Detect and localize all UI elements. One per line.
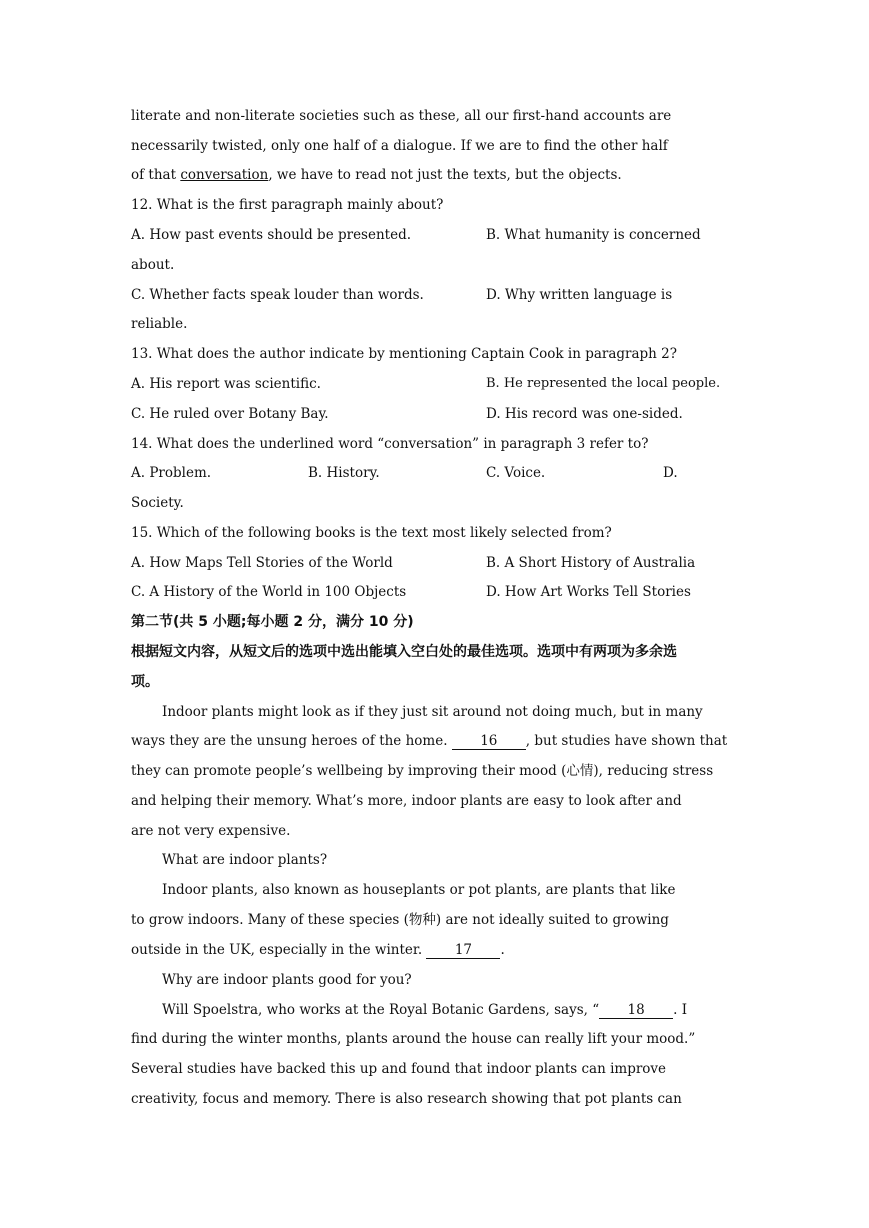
blank-18: 18 xyxy=(599,1002,673,1019)
option-c: C. Whether facts speak louder than words. xyxy=(131,287,424,303)
section-instruction: 项。 xyxy=(131,674,159,690)
option-wrap: about. xyxy=(131,257,175,273)
question-stem: 12. What is the first paragraph mainly about? xyxy=(131,197,444,213)
article-subheading: What are indoor plants? xyxy=(162,852,328,868)
article-line: Several studies have backed this up and found that indoor plants can improve xyxy=(131,1061,667,1077)
text-span: Will Spoelstra, who works at the Royal Botanic Gardens, says, “ xyxy=(162,1002,600,1018)
text-span: . xyxy=(500,942,505,958)
passage-line: necessarily twisted, only one half of a dialogue. If we are to find the other half xyxy=(131,138,668,154)
text-span: , but studies have shown that xyxy=(525,733,728,749)
option-d: D. xyxy=(663,465,678,481)
article-line xyxy=(131,941,741,959)
option-a: A. Problem. xyxy=(131,465,212,481)
option-b: B. He represented the local people. xyxy=(486,376,721,391)
section-instruction: 根据短文内容，从短文后的选项中选出能填入空白处的最佳选项。选项中有两项为多余选 xyxy=(131,644,677,660)
passage-line xyxy=(131,166,741,184)
article-line: they can promote people’s wellbeing by improving their mood (心情), reducing stress xyxy=(131,763,714,779)
blank-17: 17 xyxy=(426,942,500,959)
option-wrap: Society. xyxy=(131,495,184,511)
text-span: of that xyxy=(131,167,181,183)
article-line: and helping their memory. What’s more, indoor plants are easy to look after and xyxy=(131,793,682,809)
article-line: creativity, focus and memory. There is also research showing that pot plants can xyxy=(131,1091,682,1107)
question-stem: 14. What does the underlined word “conversation” in paragraph 3 refer to? xyxy=(131,436,649,452)
option-wrap: reliable. xyxy=(131,316,188,332)
option-b: B. What humanity is concerned xyxy=(486,227,701,243)
article-subheading: Why are indoor plants good for you? xyxy=(162,972,412,988)
option-a: A. How past events should be presented. xyxy=(131,227,412,243)
blank-16: 16 xyxy=(452,733,526,750)
passage-line: literate and non-literate societies such as these, all our first-hand accounts are xyxy=(131,108,672,124)
option-a: A. His report was scientific. xyxy=(131,376,321,392)
question-stem: 15. Which of the following books is the text most likely selected from? xyxy=(131,525,612,541)
article-line xyxy=(162,1001,742,1019)
option-b: B. A Short History of Australia xyxy=(486,555,696,571)
article-line: Indoor plants, also known as houseplants or pot plants, are plants that like xyxy=(162,882,676,898)
option-d: D. How Art Works Tell Stories xyxy=(486,584,691,600)
option-c: C. A History of the World in 100 Objects xyxy=(131,584,407,600)
text-span: , we have to read not just the texts, but the objects. xyxy=(268,167,622,183)
section-heading: 第二节(共 5 小题;每小题 2 分，满分 10 分) xyxy=(131,614,414,630)
option-d: D. Why written language is xyxy=(486,287,673,303)
text-span: ways they are the unsung heroes of the home. xyxy=(131,733,452,749)
option-d: D. His record was one-sided. xyxy=(486,406,683,422)
option-b: B. History. xyxy=(308,465,380,481)
question-stem: 13. What does the author indicate by mentioning Captain Cook in paragraph 2? xyxy=(131,346,677,362)
text-span: outside in the UK, especially in the winter. xyxy=(131,942,427,958)
underlined-word: conversation xyxy=(180,167,269,183)
article-line xyxy=(131,732,741,750)
article-line: to grow indoors. Many of these species (物种) are not ideally suited to growing xyxy=(131,912,669,928)
article-line: are not very expensive. xyxy=(131,823,291,839)
article-line: Indoor plants might look as if they just sit around not doing much, but in many xyxy=(162,704,703,720)
option-c: C. He ruled over Botany Bay. xyxy=(131,406,329,422)
article-line: find during the winter months, plants around the house can really lift your mood.” xyxy=(131,1031,696,1047)
option-c: C. Voice. xyxy=(486,465,546,481)
option-a: A. How Maps Tell Stories of the World xyxy=(131,555,393,571)
text-span: . I xyxy=(673,1002,688,1018)
